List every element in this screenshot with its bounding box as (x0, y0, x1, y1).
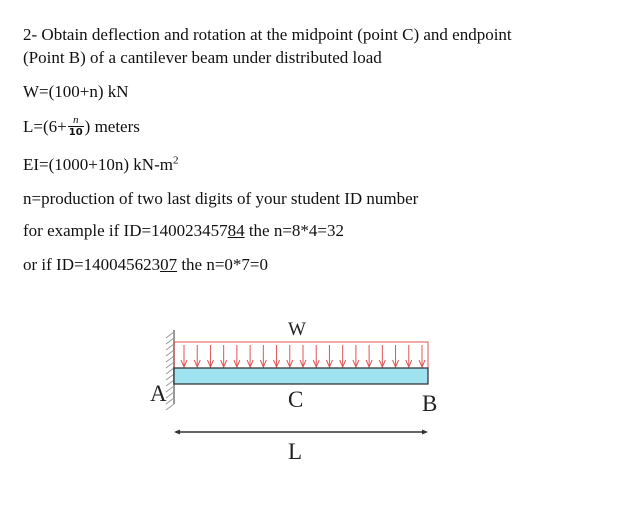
fixed-support (166, 330, 174, 410)
load-arrow (393, 345, 399, 367)
problem-line-1: 2- Obtain deflection and rotation at the midpoint (point C) and endpoint (23, 25, 512, 44)
example-2-before: or if ID=140045623 (23, 255, 161, 274)
point-label-c: C (288, 387, 304, 412)
load-arrow (260, 345, 266, 367)
support-hatch-line (166, 356, 174, 362)
point-label-b: B (422, 391, 438, 416)
load-arrow (419, 345, 425, 367)
load-arrow (194, 345, 200, 367)
load-arrow (300, 345, 306, 367)
example-2 (23, 254, 268, 276)
stiffness-text: EI=(1000+10n) kN-m (23, 155, 173, 174)
load-arrow (353, 345, 359, 367)
fraction-numerator: n (68, 115, 84, 127)
support-hatch-line (166, 368, 174, 374)
support-hatching (166, 332, 174, 410)
load-arrow (379, 345, 385, 367)
stiffness-equation (23, 154, 178, 176)
length-equation (23, 113, 140, 140)
example-2-underlined-digits: 07 (160, 255, 178, 274)
beam-body (174, 368, 428, 384)
problem-line-2: (Point B) of a cantilever beam under distributed load (23, 48, 382, 67)
example-1-before: for example if ID=140023457 (23, 221, 228, 240)
load-arrow (274, 345, 280, 367)
support-hatch-line (166, 404, 174, 410)
length-fraction (68, 115, 84, 138)
load-arrow (340, 345, 346, 367)
support-hatch-line (166, 392, 174, 398)
load-arrow (326, 345, 332, 367)
length-suffix: ) meters (84, 117, 140, 136)
point-label-a: A (150, 381, 167, 406)
example-1-underlined-digits: 84 (227, 221, 245, 240)
load-arrow (221, 345, 227, 367)
support-hatch-line (166, 398, 174, 404)
support-hatch-line (166, 386, 174, 392)
dimension-arrow-left (174, 430, 180, 435)
load-arrow (234, 345, 240, 367)
load-arrow (247, 345, 253, 367)
support-hatch-line (166, 350, 174, 356)
stiffness-exponent: 2 (172, 154, 179, 167)
support-hatch-line (166, 380, 174, 386)
example-2-after: the n=0*7=0 (177, 255, 269, 274)
support-hatch-line (166, 338, 174, 344)
dimension-arrow-right (422, 430, 428, 435)
load-label-w: W (288, 319, 306, 340)
support-hatch-line (166, 344, 174, 350)
load-equation: W=(100+n) kN (23, 82, 129, 101)
example-1 (23, 220, 344, 242)
load-arrow (287, 345, 293, 367)
fraction-denominator: 10 (68, 126, 83, 138)
load-arrow (207, 345, 213, 367)
cantilever-beam-diagram (140, 312, 460, 472)
load-arrow (313, 345, 319, 367)
load-arrows (181, 345, 425, 367)
length-dimension (174, 430, 428, 435)
support-hatch-line (166, 374, 174, 380)
support-hatch-line (166, 362, 174, 368)
length-prefix: L=(6+ (23, 117, 67, 136)
support-hatch-line (166, 332, 174, 338)
load-arrow (181, 345, 187, 367)
load-arrow (406, 345, 412, 367)
n-definition: n=production of two last digits of your student ID number (23, 189, 419, 208)
load-arrow (366, 345, 372, 367)
length-label-l: L (288, 439, 303, 464)
example-1-after: the n=8*4=32 (244, 221, 345, 240)
